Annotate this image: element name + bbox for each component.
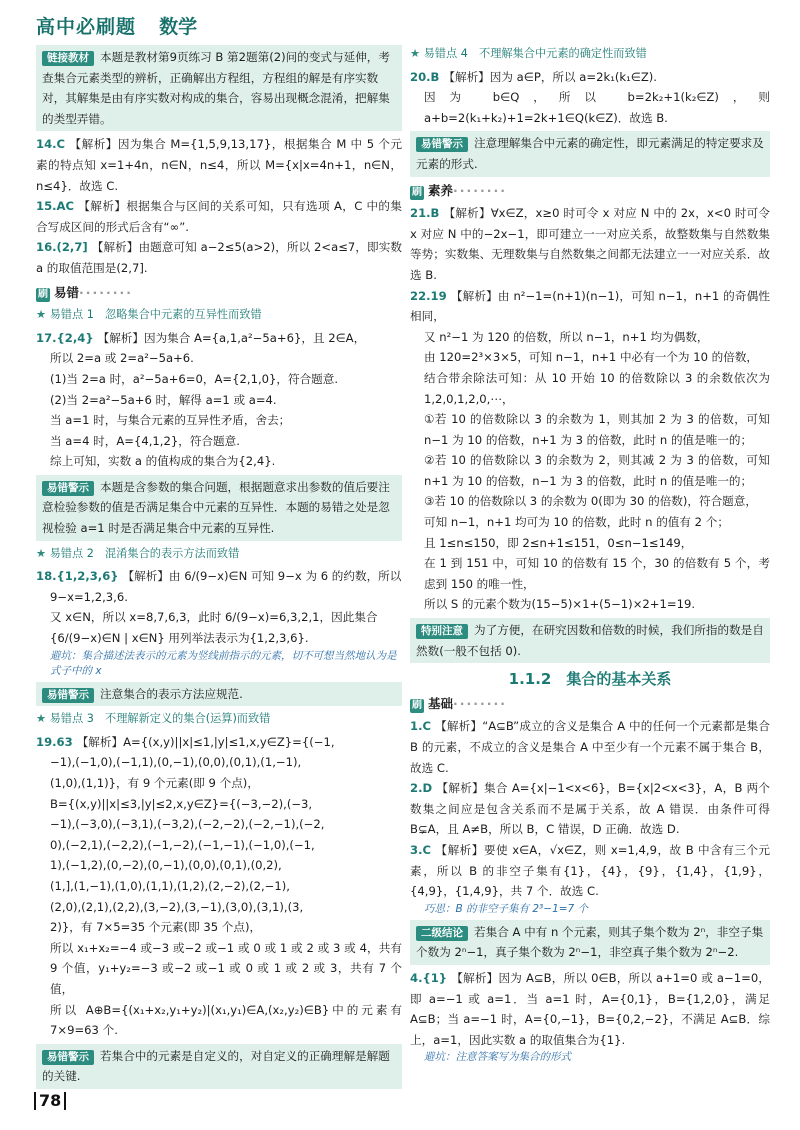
q22-line: 结合带余除法可知：从 10 开始 10 的倍数除以 3 的余数依次为 1,2,0,1,2,0,⋯，	[424, 370, 770, 406]
q22-line: ②若 10 的倍数除以 3 的余数为 2，则其减 2 为 3 的倍数，可知 n+1 为 10 的倍数，n−1 为 3 的倍数，此时 n 的值是唯一的；	[424, 453, 770, 488]
special-note-box-22: 特别注意 为了方便，在研究因数和倍数的时候，我们所指的数是自然数(一般不包括 0).	[410, 618, 770, 663]
q17-line: 综上可知，实数 a 的值构成的集合为{2,4}.	[50, 454, 276, 469]
question-21: 21.B 【解析】∀x∈Z，x≥0 时可令 x 对应 N 中的 2x，x<0 时可令 x 对应 N 中的−2x−1，即可建立一一对应关系，故整数集与自然数集等势；实数集、无理数集与自然数集之间都无法建立一一对应关系．故选 B.	[410, 206, 770, 282]
brush-icon: 刷	[412, 186, 422, 198]
q22-line: 且 1≤n≤150，即 2≤n+1≤151，0≤n−1≤149，	[424, 535, 693, 550]
question-19: 19.63 【解析】A={(x,y)||x|≤1,|y|≤1,x,y∈Z}={(−1,	[36, 734, 335, 749]
star-icon: ★	[410, 47, 421, 60]
q19-line: (2,0),(2,1),(2,2),(3,−2),(3,−1),(3,0),(3,1),(3,	[50, 899, 304, 914]
q22-line: 可知 n−1，n+1 均可为 10 的倍数，此时 n 的值有 2 个；	[424, 515, 729, 530]
star-icon: ★	[36, 546, 47, 560]
q19-line: (1,],(1,−1),(1,0),(1,1),(1,2),(2,−2),(2,−1),	[50, 878, 290, 893]
intro-tag: 链接教材	[42, 51, 94, 66]
error-point-3: ★ 易错点 3 不理解新定义的集合(运算)而致错	[36, 712, 271, 726]
question-20: 20.B 【解析】因为 a∈P，所以 a=2k₁(k₁∈Z).	[410, 69, 657, 84]
star-icon: ★	[36, 308, 47, 322]
warning-box-18: 易错警示 注意集合的表示方法应规范.	[36, 682, 402, 707]
q18-line: 9−x=1,2,3,6.	[50, 589, 128, 604]
right-column	[410, 42, 770, 1067]
question-16: 16.(2,7] 【解析】由题意可知 a−2≤5(a>2)，所以 2<a≤7，即实数 a 的取值范围是(2,7].	[36, 240, 402, 275]
q19-line: B={(x,y)||x|≤3,|y|≤2,x,y∈Z}={(−3,−2),(−3,	[50, 796, 313, 811]
q22-line: 在 1 到 151 中，可知 10 的倍数有 15 个，30 的倍数有 5 个，考虑到 150 的唯一性，	[424, 556, 770, 591]
intro-box	[36, 45, 402, 131]
brush-icon: 刷	[38, 288, 48, 300]
page-number: 78	[34, 1092, 66, 1110]
question-3: 3.C 【解析】要使 x∈A，√x∈Z，则 x=1,4,9，故 B 中含有三个元素，所以 B 的非空子集有{1}，{4}，{9}，{1,4}，{1,9}，{4,9}，{1,4,9}，共 7 个．故选 C.	[410, 842, 770, 899]
page-header	[36, 12, 766, 42]
section-jichu: 刷 基础········	[412, 695, 508, 711]
clever-note-3: 巧思：B 的非空子集有 2³−1=7 个	[424, 902, 589, 915]
q22-line: 又 n²−1 为 120 的倍数，所以 n−1，n+1 均为偶数，	[424, 329, 709, 344]
question-1: 1.C 【解析】“A⊆B”成立的含义是集合 A 中的任何一个元素都是集合 B 的元素，不成立的含义是集合 A 中至少有一个元素不属于集合 B，故选 C.	[410, 719, 770, 775]
error-point-1: ★ 易错点 1 忽略集合中元素的互异性而致错	[36, 308, 262, 322]
avoid-pit-note-4: 避坑：注意答案写为集合的形式	[424, 1051, 571, 1064]
question-14: 14.C 【解析】因为集合 M={1,5,9,13,17}，根据集合 M 中 5 个元素的特点知 x=1+4n，n∈N，n≤4，所以 M={x|x=4n+1，n∈N，n≤4}．故选 C.	[36, 137, 402, 193]
conclusion-box-3: 二级结论 若集合 A 中有 n 个元素，则其子集个数为 2ⁿ，非空子集个数为 2ⁿ−1，真子集个数为 2ⁿ−1，非空真子集个数为 2ⁿ−2.	[410, 920, 770, 965]
q19-line: 0),(−2,1),(−2,2),(−1,−2),(−1,−1),(−1,0),(−1,	[50, 837, 315, 852]
avoid-pit-note-18: 避坑：集合描述法表示的元素为竖线前指示的元素，切不可想当然地认为是式子中的 x	[50, 649, 397, 677]
q22-line: ③若 10 的倍数除以 3 的余数为 0(即为 30 的倍数)，符合题意，	[424, 494, 757, 509]
q19-line: 所以 x₁+x₂=−4 或−3 或−2 或−1 或 0 或 1 或 2 或 3 或 4，共有 9 个值，y₁+y₂=−3 或−2 或−1 或 0 或 1 或 2 或 3，共有 7 个值，	[50, 940, 402, 996]
star-icon: ★	[36, 712, 47, 726]
question-18: 18.{1,2,3,6} 【解析】由 6/(9−x)∈N 可知 9−x 为 6 的约数，所以	[36, 569, 402, 584]
question-2: 2.D 【解析】集合 A={x|−1<x<6}，B={x|2<x<3}，A，B 两个数集之间应是包含关系而不是属于关系，故 A 错误．由条件可得 B⊊A，且 A≠B，所以 B，C 错误，D 正确．故选 D.	[410, 781, 770, 837]
book-title: 高中必刷题	[36, 16, 137, 38]
q19-line: 所以 A⊕B={(x₁+x₂,y₁+y₂)|(x₁,y₁)∈A,(x₂,y₂)∈B}中的元素有 7×9=63 个.	[50, 1002, 402, 1038]
left-column	[36, 42, 402, 1092]
question-4: 4.{1} 【解析】因为 A⊆B，所以 0∈B，所以 a+1=0 或 a−1=0，即 a=−1 或 a=1．当 a=1 时，A={0,1}，B={1,2,0}，满足 A⊆B；当 a=−1 时，A={0,−1}，B={0,2,−2}，不满足 A⊆B．综上，a=1，因此实数 a 的取值集合为{1}.	[410, 970, 770, 1047]
q22-line: 由 120=2³×3×5，可知 n−1，n+1 中必有一个为 10 的倍数，	[424, 350, 759, 365]
section-suyang: 刷 素养········	[412, 182, 508, 198]
q19-line: −1),(−3,0),(−3,1),(−3,2),(−2,−2),(−2,−1),(−2,	[50, 817, 325, 832]
question-15: 15.AC 【解析】根据集合与区间的关系可知，只有选项 A，C 中的集合写成区间的形式后含有“∞”.	[36, 199, 402, 234]
warning-box-17: 易错警示 本题是含参数的集合问题，根据题意求出参数的值后要注意检验参数的值是否满足集合中元素的互异性．本题的易错之处是忽视检验 a=1 时是否满足集合中元素的互异性.	[36, 475, 402, 541]
intro-text: 本题是教材第9页练习 B 第2题第(2)问的变式与延伸，考查集合元素类型的辨析，正确解出方程组，方程组的解是有序实数对，其解集是由有序实数对构成的集合，容易出现概念混淆，把解集的类型弄错。	[42, 50, 390, 126]
error-point-2: ★ 易错点 2 混淆集合的表示方法而致错	[36, 546, 240, 560]
q18-line: {6/(9−x)∈N | x∈N} 用列举法表示为{1,2,3,6}.	[50, 631, 309, 646]
subject-title: 数学	[159, 16, 198, 38]
q19-line: 2)}，有 7×5=35 个元素(即 35 个点)，	[50, 920, 262, 935]
brush-icon: 刷	[412, 699, 422, 711]
q17-line: 所以 2=a 或 2=a²−5a+6.	[50, 351, 194, 366]
q20-line: 因为 b∈Q，所以 b=2k₂+1(k₂∈Z)，则 a+b=2(k₁+k₂)+1=2k+1∈Q(k∈Z)．故选 B.	[424, 90, 770, 125]
section-yicuo: 刷 易错········	[38, 284, 134, 300]
q17-line: (2)当 2=a²−5a+6 时，解得 a=1 或 a=4.	[50, 392, 277, 407]
warning-box-19: 易错警示 若集合中的元素是自定义的，对自定义的正确理解是解题的关键.	[36, 1044, 402, 1089]
q17-line: 当 a=1 时，与集合元素的互异性矛盾，舍去；	[50, 413, 291, 428]
error-point-4: ★ 易错点 4 不理解集合中元素的确定性而致错	[410, 47, 647, 60]
q17-line: (1)当 2=a 时，a²−5a+6=0，A={2,1,0}，符合题意.	[50, 371, 339, 386]
question-22: 22.19 【解析】由 n²−1=(n+1)(n−1)，可知 n−1，n+1 的奇偶性相同，	[410, 288, 770, 324]
q17-line: 当 a=4 时，A={4,1,2}，符合题意.	[50, 433, 240, 448]
q22-line: 所以 S 的元素个数为(15−5)×1+(5−1)×2+1=19.	[424, 597, 696, 612]
q18-line: 又 x∈N，所以 x=8,7,6,3，此时 6/(9−x)=6,3,2,1，因此集合	[50, 610, 378, 625]
question-17: 17.{2,4} 【解析】因为集合 A={a,1,a²−5a+6}，且 2∈A，	[36, 330, 366, 345]
subsection-title: 1.1.2 集合的基本关系	[508, 670, 672, 689]
q19-line: 1),(−1,2),(0,−2),(0,−1),(0,0),(0,1),(0,2),	[50, 858, 282, 873]
q19-line: (1,0),(1,1)}，有 9 个元素(即 9 个点)，	[50, 776, 259, 790]
q22-line: ①若 10 的倍数除以 3 的余数为 1，则其加 2 为 3 的倍数，可知 n−1 为 10 的倍数，n+1 为 3 的倍数，此时 n 的值是唯一的；	[424, 412, 770, 447]
warning-box-20: 易错警示 注意理解集合中元素的确定性，即元素满足的特定要求及元素的形式.	[410, 131, 770, 176]
q19-line: −1),(−1,0),(−1,1),(0,−1),(0,0),(0,1),(1,−1),	[50, 755, 302, 770]
